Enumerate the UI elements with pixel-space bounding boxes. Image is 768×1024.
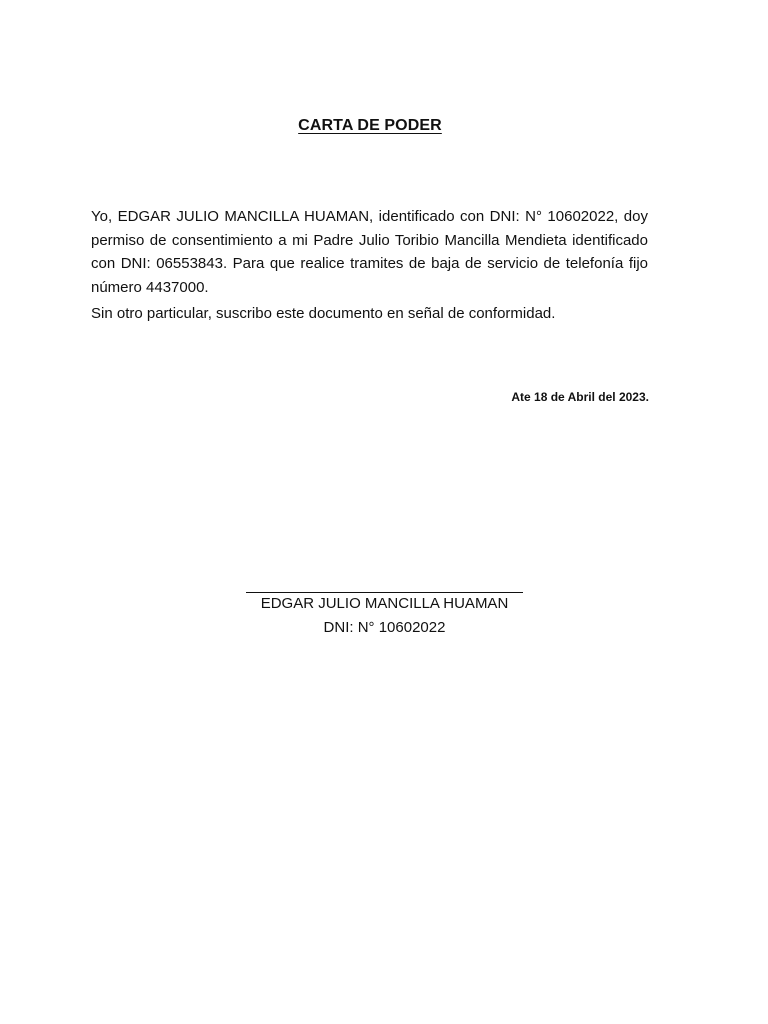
signature-line bbox=[246, 592, 523, 593]
document-title: CARTA DE PODER bbox=[298, 117, 442, 134]
signature-name: EDGAR JULIO MANCILLA HUAMAN bbox=[260, 595, 509, 612]
document-date: Ate 18 de Abril del 2023. bbox=[511, 390, 649, 404]
body-paragraph-consent: Yo, EDGAR JULIO MANCILLA HUAMAN, identificado con DNI: N° 10602022, doy permiso de consentimiento a mi Padre Julio Toribio Mancilla Mendieta identificado con DNI: 06553843. Para que realice tramites de baja de servicio de telefonía fijo número 4437000. bbox=[91, 208, 648, 296]
body-paragraph-closing: Sin otro particular, suscribo este documento en señal de conformidad. bbox=[91, 305, 556, 322]
signature-dni: DNI: N° 10602022 bbox=[323, 619, 446, 636]
